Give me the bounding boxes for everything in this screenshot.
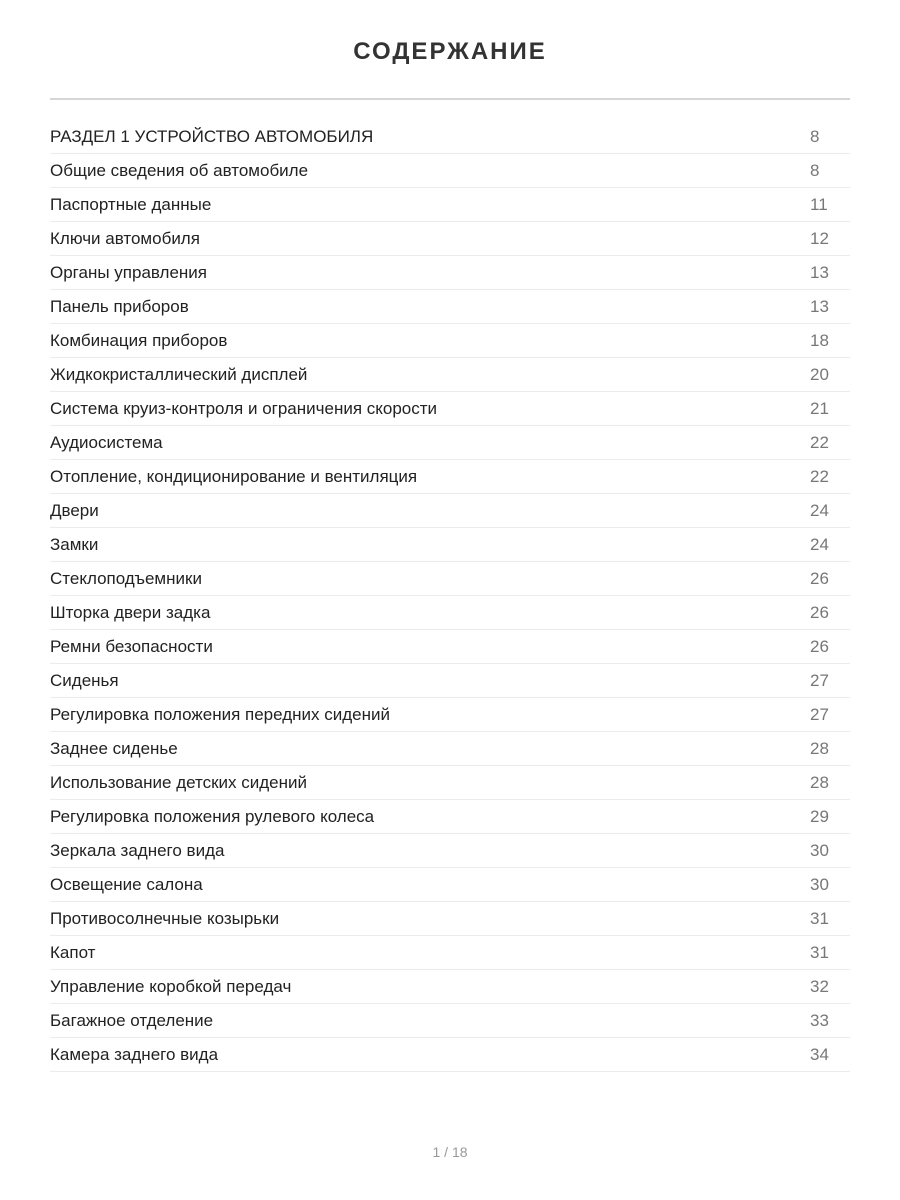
toc-entry-title: Противосолнечные козырьки: [50, 908, 280, 928]
toc-entry-page-number: 32: [810, 976, 829, 996]
toc-entry[interactable]: [50, 188, 850, 222]
toc-entry-title: Замки: [50, 534, 99, 554]
toc-entry-title: Комбинация приборов: [50, 330, 228, 350]
table-of-contents: [50, 120, 850, 1072]
toc-entry[interactable]: [50, 834, 850, 868]
toc-entry[interactable]: [50, 596, 850, 630]
toc-entry-title: Освещение салона: [50, 874, 203, 894]
toc-entry-page-number: 31: [810, 908, 829, 928]
toc-entry-page-number: 29: [810, 806, 829, 826]
toc-entry[interactable]: [50, 732, 850, 766]
toc-entry[interactable]: [50, 562, 850, 596]
toc-entry-page-number: 22: [810, 466, 829, 486]
toc-entry-title: Ключи автомобиля: [50, 228, 200, 248]
toc-entry-title: Использование детских сидений: [50, 772, 308, 792]
toc-entry-page-number: 31: [810, 942, 829, 962]
toc-entry-title: Капот: [50, 942, 96, 962]
toc-entry-title: Жидкокристаллический дисплей: [50, 364, 308, 384]
toc-entry-page-number: 34: [810, 1044, 829, 1064]
toc-entry-title: Багажное отделение: [50, 1010, 214, 1030]
toc-entry[interactable]: [50, 902, 850, 936]
toc-entry-title: Заднее сиденье: [50, 738, 178, 758]
toc-entry[interactable]: [50, 256, 850, 290]
toc-entry[interactable]: [50, 630, 850, 664]
toc-entry-page-number: 8: [810, 126, 820, 146]
title-divider: [50, 98, 850, 100]
toc-entry[interactable]: [50, 800, 850, 834]
toc-entry-title: Камера заднего вида: [50, 1044, 219, 1064]
toc-entry-page-number: 21: [810, 398, 829, 418]
toc-entry[interactable]: [50, 290, 850, 324]
toc-entry[interactable]: [50, 494, 850, 528]
toc-entry-page-number: 13: [810, 296, 829, 316]
toc-entry-page-number: 27: [810, 704, 829, 724]
toc-entry[interactable]: [50, 426, 850, 460]
toc-entry-title: Стеклоподъемники: [50, 568, 202, 588]
toc-entry-page-number: 28: [810, 772, 829, 792]
toc-entry-title: Органы управления: [50, 262, 208, 282]
toc-entry-page-number: 26: [810, 568, 829, 588]
toc-entry-page-number: 24: [810, 500, 829, 520]
toc-entry-title: Система круиз-контроля и ограничения скорости: [50, 398, 438, 418]
toc-entry-page-number: 20: [810, 364, 829, 384]
toc-entry-title: Аудиосистема: [50, 432, 163, 452]
toc-entry-title: Паспортные данные: [50, 194, 212, 214]
toc-entry-title: Зеркала заднего вида: [50, 840, 225, 860]
toc-entry-page-number: 26: [810, 602, 829, 622]
toc-entry[interactable]: [50, 970, 850, 1004]
toc-entry-title: Панель приборов: [50, 296, 189, 316]
toc-entry[interactable]: [50, 324, 850, 358]
toc-entry-title: Регулировка положения рулевого колеса: [50, 806, 375, 826]
toc-entry-title: Ремни безопасности: [50, 636, 213, 656]
toc-entry-title: РАЗДЕЛ 1 УСТРОЙСТВО АВТОМОБИЛЯ: [50, 126, 374, 146]
page-indicator: 1 / 18: [432, 1144, 468, 1160]
toc-entry-page-number: 33: [810, 1010, 829, 1030]
toc-entry[interactable]: [50, 222, 850, 256]
toc-entry-title: Управление коробкой передач: [50, 976, 292, 996]
toc-entry-page-number: 30: [810, 874, 829, 894]
toc-entry-page-number: 13: [810, 262, 829, 282]
toc-entry[interactable]: [50, 868, 850, 902]
toc-entry[interactable]: [50, 664, 850, 698]
toc-entry[interactable]: [50, 154, 850, 188]
toc-entry[interactable]: [50, 936, 850, 970]
toc-entry[interactable]: [50, 1038, 850, 1072]
toc-entry-page-number: 27: [810, 670, 829, 690]
toc-entry-title: Шторка двери задка: [50, 602, 211, 622]
toc-entry-page-number: 28: [810, 738, 829, 758]
page-title: СОДЕРЖАНИЕ: [353, 38, 547, 65]
toc-entry-title: Общие сведения об автомобиле: [50, 160, 309, 180]
toc-entry-page-number: 22: [810, 432, 829, 452]
toc-entry[interactable]: [50, 392, 850, 426]
toc-entry-title: Сиденья: [50, 670, 119, 690]
toc-entry-page-number: 24: [810, 534, 829, 554]
toc-entry-page-number: 8: [810, 160, 820, 180]
toc-entry-page-number: 12: [810, 228, 829, 248]
toc-entry[interactable]: [50, 1004, 850, 1038]
toc-entry-page-number: 30: [810, 840, 829, 860]
toc-entry-title: Двери: [50, 500, 99, 520]
toc-entry-title: Отопление, кондиционирование и вентиляция: [50, 466, 418, 486]
toc-entry[interactable]: [50, 766, 850, 800]
toc-entry[interactable]: [50, 698, 850, 732]
toc-entry-page-number: 18: [810, 330, 829, 350]
toc-entry[interactable]: [50, 460, 850, 494]
toc-entry[interactable]: [50, 528, 850, 562]
toc-entry-page-number: 11: [810, 194, 828, 214]
toc-entry-title: Регулировка положения передних сидений: [50, 704, 390, 724]
toc-entry-page-number: 26: [810, 636, 829, 656]
toc-entry[interactable]: [50, 120, 850, 154]
toc-entry[interactable]: [50, 358, 850, 392]
